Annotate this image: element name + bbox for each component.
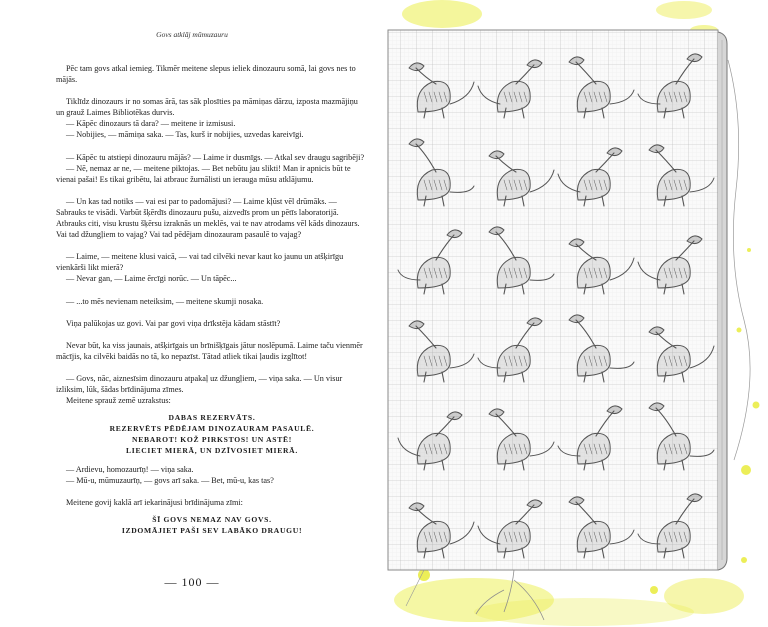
paragraph: — Kāpēc tu atstiepi dinozauru mājās? — Laime ir dusmīgs. — Atkal sev draugu sagribēji? [66, 152, 365, 162]
running-head: Govs atklāj mūmuzauru [156, 30, 228, 39]
paragraph: — Ardievu, homozaurīņ! — viņa saka. [66, 465, 194, 475]
paragraph: Viņa palūkojas uz govi. Vai par govi viņa drīkstēja kādam stāstīt? [66, 318, 281, 328]
paragraph: Pēc tam govs atkal iemieg. Tikmēr meitene slepus ieliek dinozauru somā, lai govs nes to mājās. [56, 64, 356, 85]
paragraph: Tiklīdz dinozaurs ir no somas ārā, tas sāk plosīties pa māmiņas dārzu, izposta mazmājiņu un grauž Laimes Bibliotēkas durvis. [56, 97, 358, 118]
paragraph: — Mū-u, mūmuzaurīņ, — govs arī saka. — Bet, mū-u, kas tas? [66, 476, 274, 486]
sign-line: NEBAROT! KOŽ PIRKSTOS! UN ASTĒ! [132, 435, 292, 445]
sign-line: IZDOMĀJIET PAŠI SEV LABĀKO DRAUGU! [121, 526, 303, 536]
paragraph: Meitene sprauž zemē uzrakstus: [66, 396, 171, 406]
paragraph: Meitene govij kaklā arī iekarinājusi brīdinājuma zīmi: [66, 498, 243, 508]
right-page-illustration [384, 0, 768, 627]
sign-line: REZERVĒTS PĒDĒJAM DINOZAURAM PASAULĒ. [109, 424, 315, 434]
sign-line: DABAS REZERVĀTS. [168, 413, 256, 423]
sign-line: ŠĪ GOVS NEMAZ NAV GOVS. [152, 515, 272, 525]
body-text [56, 63, 368, 536]
paragraph: — Nē, nemaz ar ne, — meitene piktojas. — Bet nebūtu jau slikti! Man ir apnicis būt te vienai pašai! Es tikai gribētu, lai atbrauc žurnālisti un ierauga mūsu atklājumu. [56, 163, 351, 184]
paragraph: — Laime, — meitene klusi vaicā, — vai tad cilvēki nevar kaut ko jaunu un atšķirīgu vienkārši likt mierā? [56, 252, 344, 273]
reserve-sign [56, 412, 368, 456]
paragraph: — Nobijies, — māmiņa saka. — Tas, kurš ir nobijies, uzvedas kareivīgi. [66, 130, 304, 140]
sign-line: LIECIET MIERĀ, UN DZĪVOSIET MIERĀ. [126, 446, 298, 456]
paragraph: — Un kas tad notiks — vai esi par to padomājusi? — Laime kļūst vēl drūmāks. — Sabrauks te visādi. Varbūt šķērdīs dinozauru pušu, aizvedīs prom un pētīs laboratorijā. Atbrauks citi, visu krustu šķērsu izraknās un meklēs, vai te nav atrodams vēl kāds dinozaurs. Vai tad džungļiem to vajag? Vai tad pēdējam dinozauram pasaulē to vajag? [56, 196, 360, 240]
paragraph: — Govs, nāc, aiznesīsim dinozauru atpakaļ uz džungļiem, — viņa saka. — Un visur izliksim, lūk, šādas brīdinājuma zīmes. [56, 373, 343, 394]
paragraph: — Nevar gan, — Laime ērcīgi norūc. — Un tāpēc... [66, 274, 237, 284]
paragraph: Nevar būt, ka viss jaunais, atšķirīgais un brīnišķīgais jātur noslēpumā. Laime taču vienmēr mācījis, ka cilvēki baidās no tā, ko nepazīst. Tātad atliek tikai ļaudis izglītot! [56, 340, 363, 361]
paragraph: — Kāpēc dinozaurs tā dara? — meitene ir izmisusi. [66, 119, 236, 129]
page-number: — 100 — [164, 575, 220, 589]
paragraph: — ...to mēs nevienam neteiksim, — meitene skumji nosaka. [66, 296, 264, 306]
sketchbook-illustration [384, 0, 768, 627]
cow-sign [56, 514, 368, 536]
